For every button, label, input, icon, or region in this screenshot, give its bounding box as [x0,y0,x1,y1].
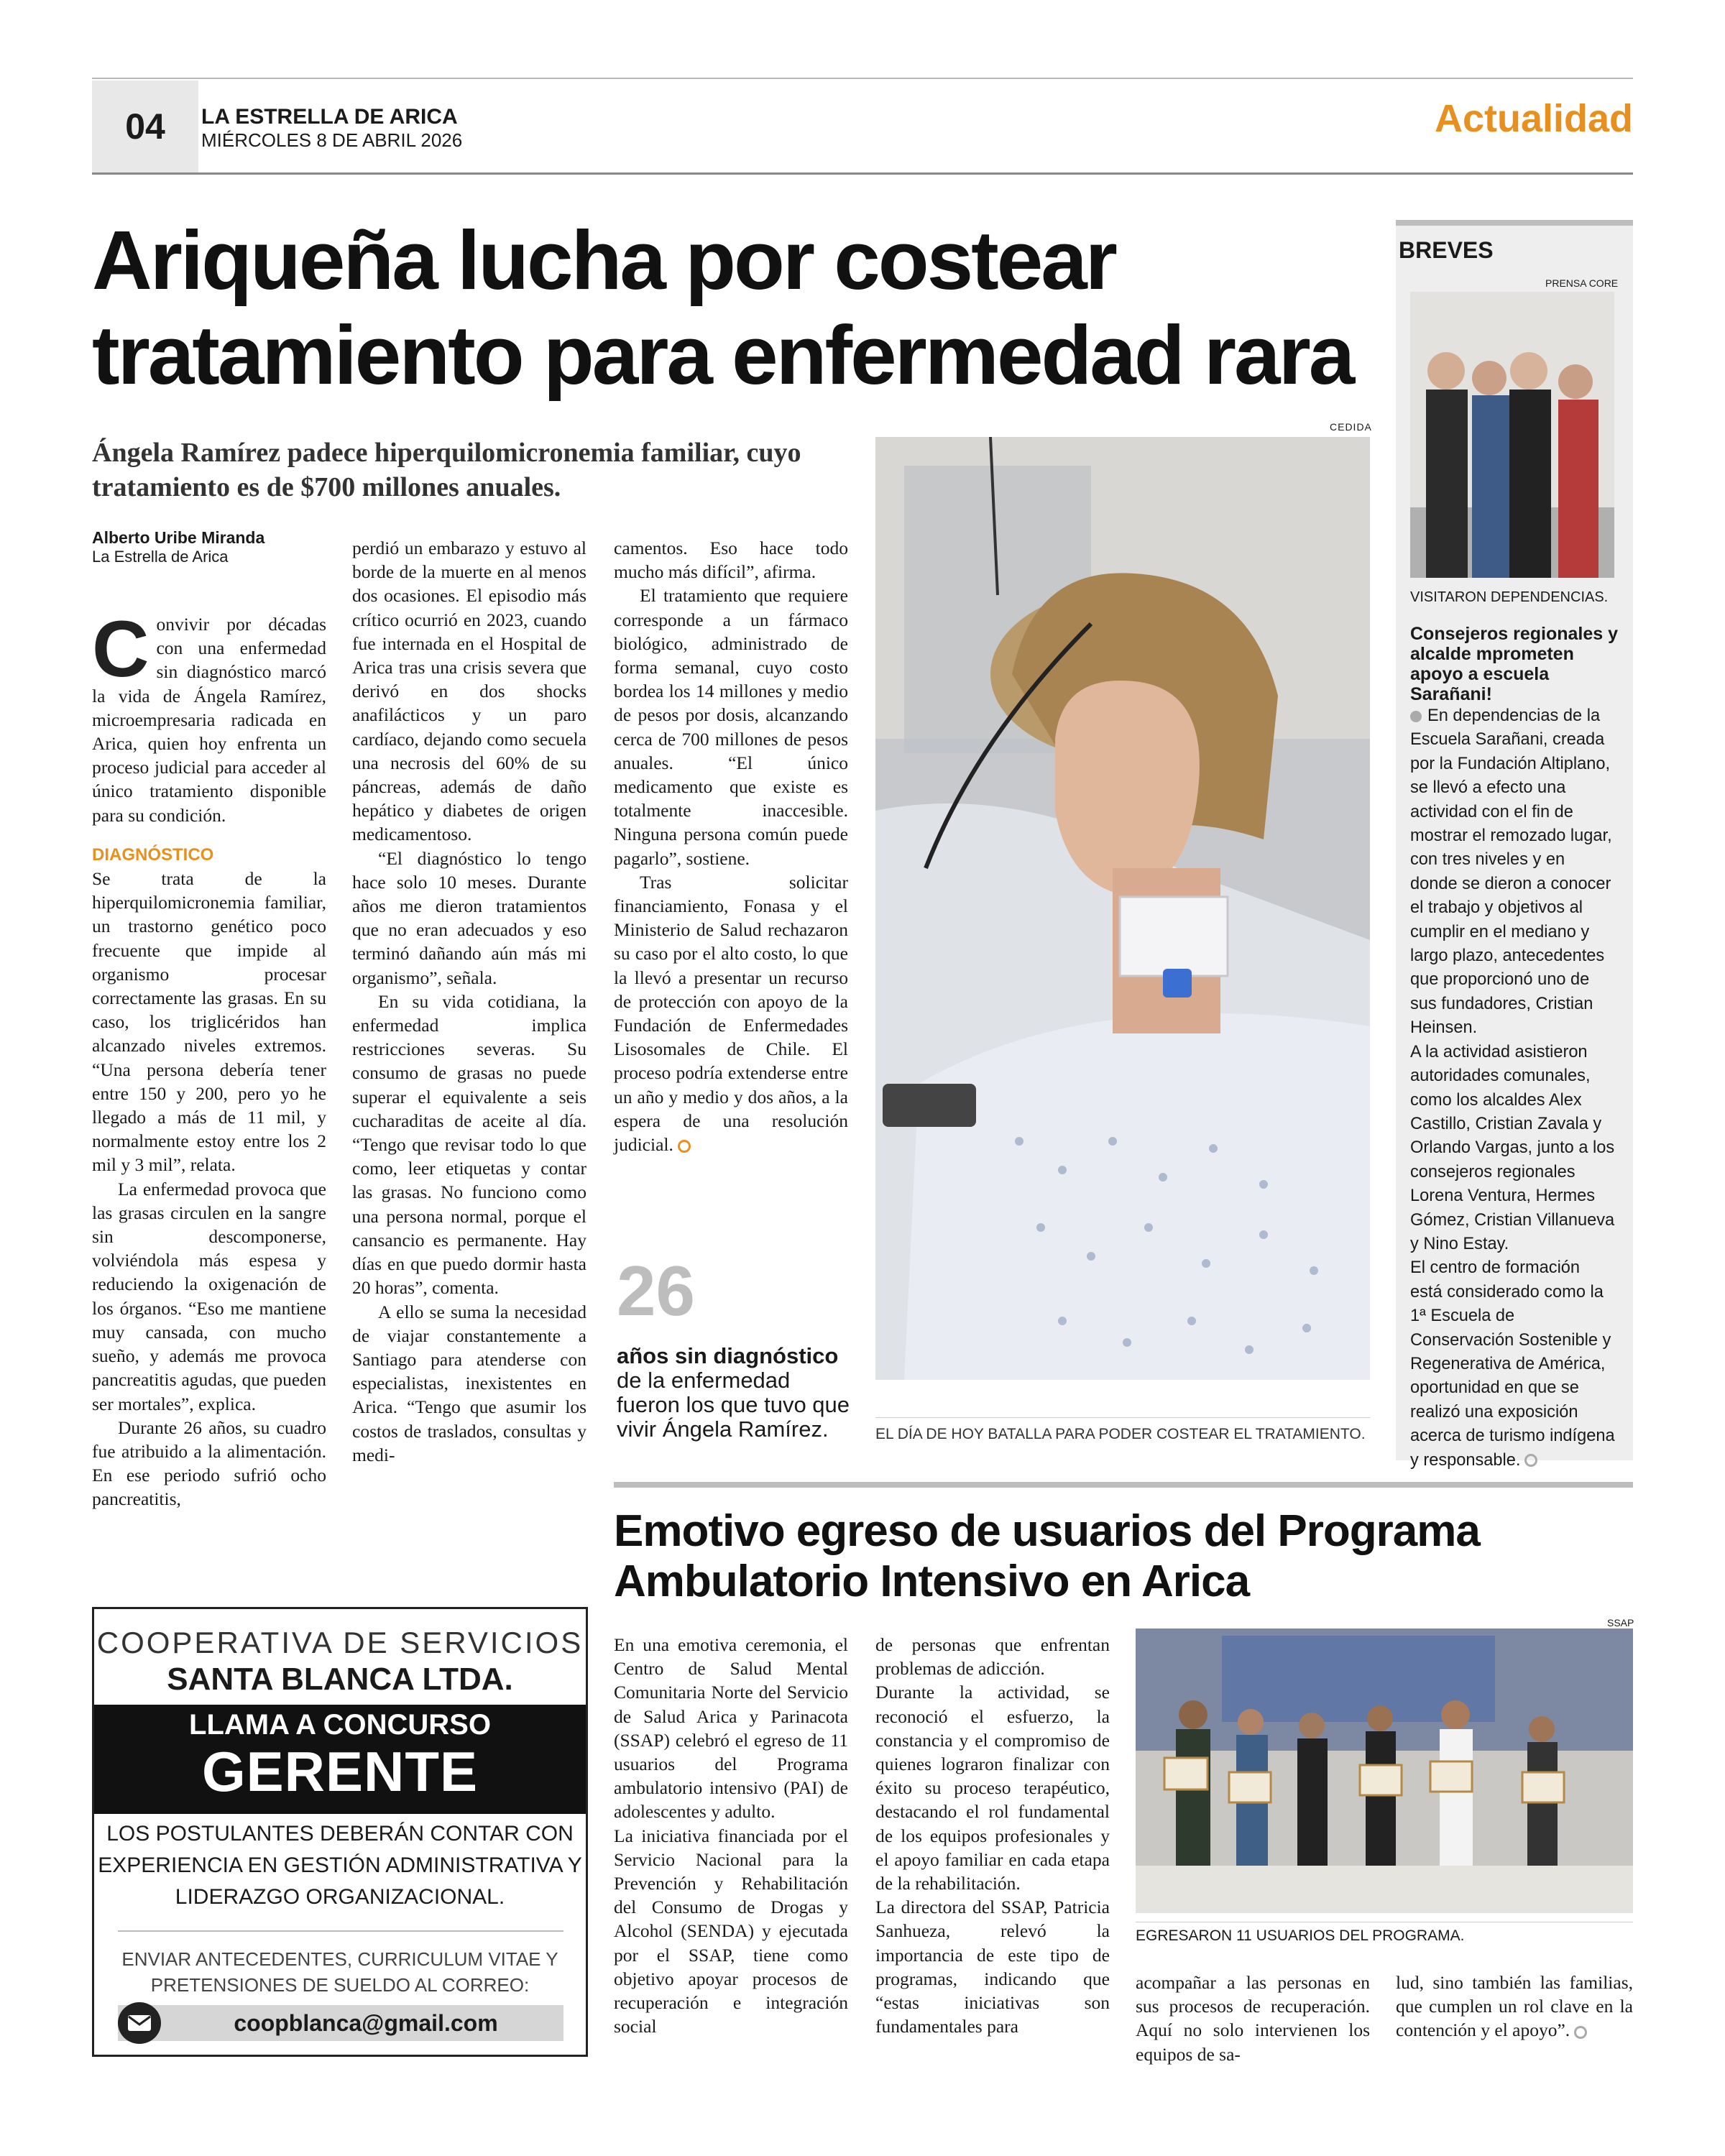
photo-credit: CEDIDA [1330,421,1372,433]
publication-date: MIÉRCOLES 8 DE ABRIL 2026 [201,129,463,151]
breves-paragraph: El centro de formación está considerado como la 1ª Escuela de Conservación Sostenible y Regenerativa de América, oportunidad en que se realizó una exposición acerca de turismo indígena y responsable. [1410,1258,1615,1470]
end-mark-icon [678,1140,691,1153]
article-paragraph: perdió un embarazo y estuvo al borde de la muerte en al menos dos ocasiones. El episodio más crítico ocurrió en 2023, cuando fue internada en el Hospital de Arica tras una crisis severa que derivó en dos shocks anafilácticos y un paro cardíaco, dejando como secuela una necrosis del 60% de su páncreas, además de daño hepático y diabetes de origen medicamentoso. [352,538,586,845]
article2-paragraph: La iniciativa financiada por el Servicio Nacional para la Prevención y Rehabilitación del Consumo de Drogas y Alcohol (SENDA) y ejecutada por el SSAP, tiene como objetivo apoyar procesos de recuperación e integración social [614,1825,848,2037]
ad-org-line: COOPERATIVA DE SERVICIOS [96,1626,584,1659]
article2-paragraph: La directora del SSAP, Patricia Sanhueza, relevó la importancia de este tipo de programas, indicando que “estas iniciativas son fundamentales para [875,1897,1110,2037]
ceremony-photo-illustration [1136,1628,1633,1913]
end-mark-icon [1524,1454,1537,1467]
highlight-number: 26 [617,1251,696,1330]
article-headline [92,213,1386,402]
breves-paragraph: En dependencias de la Escuela Sarañani, creada por la Fundación Altiplano, se llevó a efecto una actividad con el fin de mostrar el remozado lugar, con tres niveles y en donde se dieron a conocer el trabajo y objetivos al cumplir en el mediano y largo plazo, antecedentes que proporcionó uno de sus fundadores, Cristian Heinsen. [1410,706,1612,1038]
end-mark-icon [1574,2026,1587,2039]
article2-photo [1136,1628,1633,1913]
headline-line-1: Ariqueña lucha por costear [92,213,1116,307]
section-label: Actualidad [1434,97,1633,140]
article2-paragraph: de personas que enfrentan problemas de adicción. [875,1634,1110,1680]
ad-instructions: ENVIAR ANTECEDENTES, CURRICULUM VITAE Y PRETENSIONES DE SUELDO AL CORREO: [121,1948,558,1996]
drop-cap: C [92,605,150,694]
article-column-2 [352,536,586,1467]
ad-call: LLAMA A CONCURSO [189,1709,491,1741]
breves-title: BREVES [1399,237,1494,263]
article2-column-2 [875,1633,1110,2038]
article2-column-1 [614,1633,848,2038]
header-top-rule [92,78,1633,79]
group-photo-illustration [1410,292,1614,578]
section-divider [614,1482,1633,1488]
header-bottom-rule [92,172,1633,175]
headline-line-2: tratamiento para enfermedad rara [92,308,1353,402]
ad-org-name: SANTA BLANCA LTDA. [167,1662,513,1697]
breves-text [1410,704,1616,1473]
main-photo [875,437,1370,1380]
patient-photo-illustration [875,437,1370,1380]
byline-author: Alberto Uribe Miranda [92,528,265,547]
article2-headline-line-1: Emotivo egreso de usuarios del Programa [614,1506,1480,1556]
article-paragraph: En su vida cotidiana, la enfermedad implica restricciones severas. Su consumo de grasas no puede superar el equivalente a seis cucharaditas de aceite al día. “Tengo que revisar todo lo que como, leer etiquetas y contar las grasas. No funciono como una persona normal, porque el cansancio es permanente. Hay días en que puedo dormir hasta 20 horas”, comenta. [352,990,586,1299]
ad-email-link[interactable]: coopblanca@gmail.com [234,2010,498,2036]
article-paragraph: Tras solicitar financiamiento, Fonasa y el Ministerio de Salud rechazaron su caso por el alto costo, lo que la llevó a presentar un recurso de protección con apoyo de la Fundación de Enfermedades Lisosomales de Chile. El proceso podría extenderse entre un año y medio y dos años, a la espera de una resolución judicial. [614,871,848,1156]
main-photo-caption: EL DÍA DE HOY BATALLA PARA PODER COSTEAR EL TRATAMIENTO. [875,1426,1366,1442]
article2-paragraph: En una emotiva ceremonia, el Centro de Salud Mental Comunitaria Norte del Servicio de Salud Arica y Parinacota (SSAP) celebró el egreso de 11 usuarios del Programa ambulatorio intensivo (PAI) de adolescentes y adulto. [614,1634,848,1823]
caption-rule [875,1417,1370,1418]
ad-requirements: LOS POSTULANTES DEBERÁN CONTAR CON EXPERIENCIA EN GESTIÓN ADMINISTRATIVA Y LIDERAZGO ORGANIZACIONAL. [98,1822,582,1909]
article-paragraph: “El diagnóstico lo tengo hace solo 10 meses. Durante años me dieron tratamientos que no eran adecuados y eso terminó dañando aún más mi organismo”, señala. [352,847,586,988]
article2-paragraph: Durante la actividad, se reconoció el esfuerzo, la constancia y el compromiso de quienes lograron finalizar con éxito su proceso terapéutico, destacando el rol fundamental de los equipos profesionales y el apoyo familiar en cada etapa de la rehabilitación. [875,1682,1110,1894]
article2-column-3: acompañar a las personas en sus procesos de recuperación. Aquí no solo intervienen los equipos de sa- [1136,1972,1370,2065]
article-paragraph: La enfermedad provoca que las grasas circulen en la sangre sin descomponerse, volviéndola más espesa y reduciendo la oxigenación de los órganos. “Eso me mantiene muy cansada, con mucho sueño, y además me provoca pancreatitis agudas, que pueden ser mortales”, explica. [92,1178,326,1414]
highlight-caption: años sin diagnóstico de la enfermedad fueron los que tuvo que vivir Ángela Ramírez. [617,1343,850,1442]
subsection-heading: DIAGNÓSTICO [92,844,214,865]
article-paragraph: A ello se suma la necesidad de viajar constantemente a Santiago para atenderse con especialistas, inexistentes en Arica. “Tengo que asumir los costos de traslados, consultas y medi- [352,1301,586,1465]
article-paragraph: Durante 26 años, su cuadro fue atribuido a la alimentación. En ese periodo sufrió ocho pancreatitis, [92,1416,326,1510]
article-subhead: Ángela Ramírez padece hiperquilomicronemia familiar, cuyo tratamiento es de $700 millones anuales. [92,438,801,502]
breves-photo-caption: VISITARON DEPENDENCIAS. [1410,589,1609,605]
article-paragraph: Convivir por décadas con una enfermedad sin diagnóstico marcó la vida de Ángela Ramírez, microempresaria radicada en Arica, quien hoy enfrenta un proceso judicial para acceder al único tratamiento disponible para su condición. [92,605,326,826]
ad-separator [118,1930,564,1932]
byline-publication: La Estrella de Arica [92,548,229,566]
ad-position: GERENTE [201,1740,479,1803]
breves-photo [1410,292,1614,578]
article-paragraph: Se trata de la hiperquilomicronemia familiar, un trastorno genético poco frecuente que impide al organismo procesar correctamente las grasas. En su caso, los triglicéridos han alcanzado niveles extremos. “Una persona debería tener entre 150 y 200, pero yo he llegado a más de 11 mil, y normalmente estoy entre los 2 mil y 3 mil”, relata. [92,868,326,1176]
article-column-3 [614,536,848,1156]
article-paragraph: camentos. Eso hace todo mucho más difícil”, afirma. [614,538,848,583]
article-column-1 [92,605,326,1511]
page-number: 04 [92,80,198,172]
breves-headline: Consejeros regionales y alcalde mprometen apoyo a escuela Sarañani! [1410,624,1619,704]
article-paragraph: El tratamiento que requiere corresponde a un fármaco biológico, administrado de forma semanal, cuyo costo bordea los 14 millones y medio de pesos por dosis, alcanzando cerca de 700 millones de pesos anuales. “El único medicamento que existe es totalmente inaccesible. Ninguna persona común puede pagarlo”, sostiene. [614,585,848,869]
envelope-icon [118,2002,161,2044]
publication-name: LA ESTRELLA DE ARICA [201,105,458,129]
article2-headline-line-2: Ambulatorio Intensivo en Arica [614,1557,1250,1606]
breves-paragraph: A la actividad asistieron autoridades comunales, como los alcaldes Alex Castillo, Cristian Zavala y Orlando Vargas, junto a los consejeros regionales Lorena Ventura, Hermes Gómez, Cristian Villanueva y Nino Estay. [1410,1042,1615,1253]
article2-column-4: lud, sino también las familias, que cumplen un rol clave en la contención y el apoyo”. [1396,1972,1633,2041]
breves-photo-credit: PRENSA CORE [1545,277,1619,289]
breves-rule [1396,220,1633,226]
article2-headline [614,1506,1491,1607]
article2-photo-caption: EGRESARON 11 USUARIOS DEL PROGRAMA. [1136,1927,1465,1944]
bullet-icon [1410,711,1422,722]
article2-photo-credit: SSAP [1607,1617,1634,1628]
